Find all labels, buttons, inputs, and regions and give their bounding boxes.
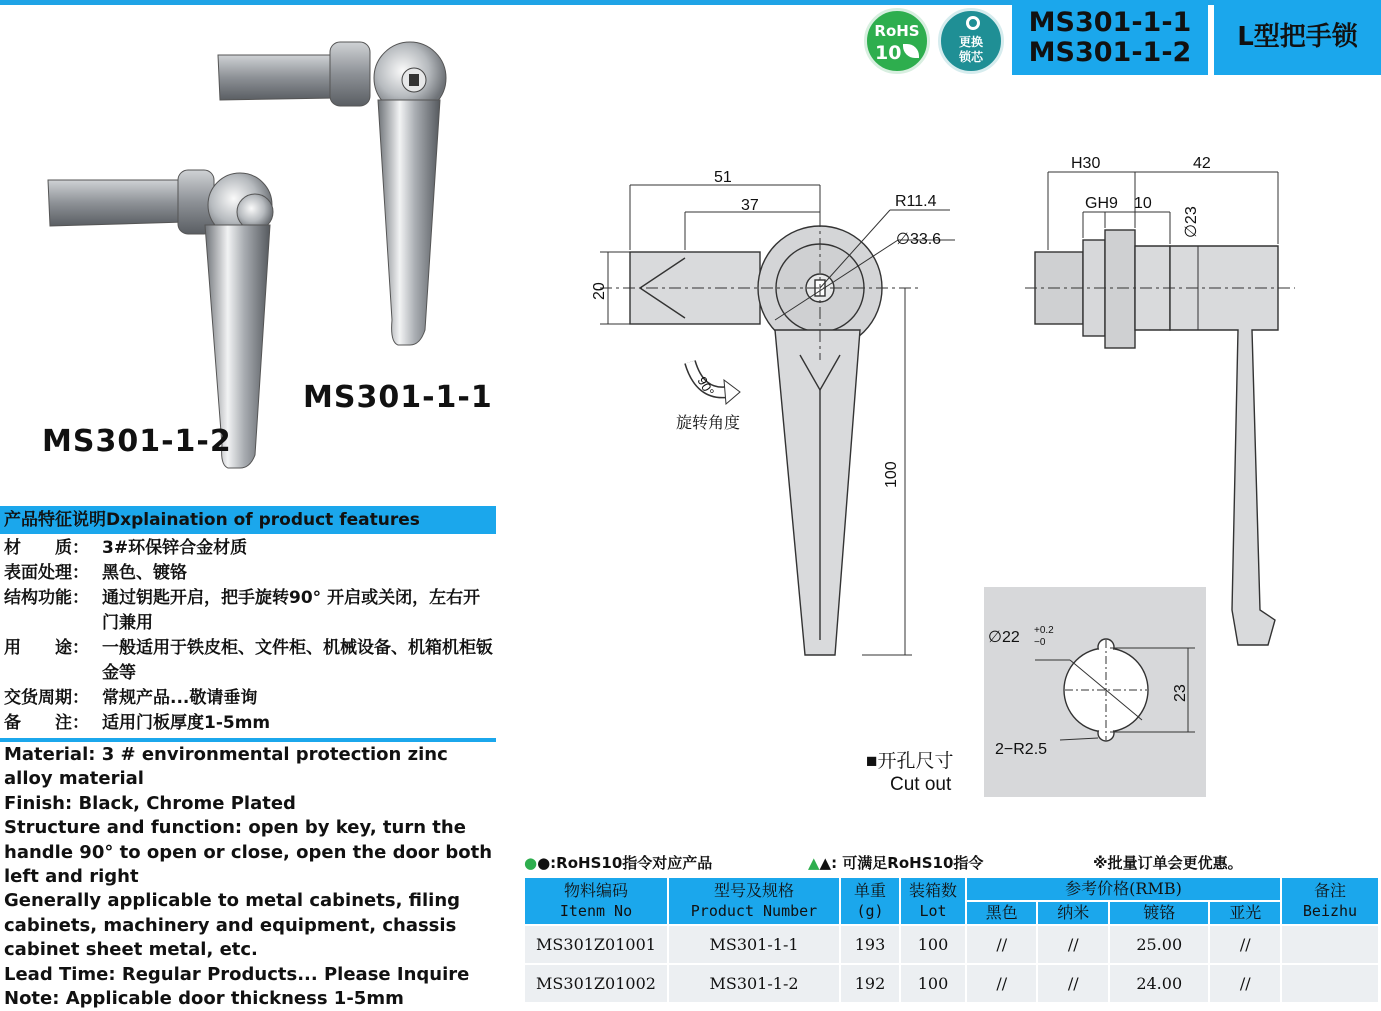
dim-d33-6: ∅33.6 bbox=[896, 231, 942, 248]
cell-black: // bbox=[966, 925, 1037, 964]
cell-black: // bbox=[966, 964, 1037, 1003]
col-reference-price: 参考价格(RMB) bbox=[966, 877, 1281, 901]
cell-weight: 192 bbox=[840, 964, 900, 1003]
cell-matte: // bbox=[1209, 925, 1281, 964]
dim-r11-4: R11.4 bbox=[895, 193, 937, 210]
legend-bulk-discount: ※批量订单会更优惠。 bbox=[1093, 854, 1243, 872]
cell-note bbox=[1281, 964, 1379, 1003]
photo-label-ms301-1-1: MS301-1-1 bbox=[303, 380, 493, 415]
col-matte: 亚光 bbox=[1209, 901, 1281, 925]
front-view bbox=[630, 226, 882, 655]
feature-cn-usage: 用 途： 一般适用于铁皮柜、文件柜、机械设备、机箱机柜钣金等 bbox=[4, 638, 493, 683]
feature-en-material: Material: 3 # environmental protection zinc alloy material bbox=[4, 744, 448, 790]
legend-rohs-meet: ▲▲: 可满足RoHS10指令 bbox=[808, 854, 984, 872]
dim-37: 37 bbox=[741, 197, 759, 214]
cell-nano: // bbox=[1037, 925, 1108, 964]
key-icon bbox=[966, 16, 980, 30]
feature-cn-structure: 结构功能： 通过钥匙开启，把手旋转90° 开启或关闭，左右开门兼用 bbox=[4, 588, 481, 633]
col-black: 黑色 bbox=[966, 901, 1037, 925]
model-code-1: MS301-1-1 bbox=[1028, 7, 1192, 38]
cutout-title-en: Cut out bbox=[890, 774, 952, 795]
dim-gh9: GH9 bbox=[1085, 195, 1118, 212]
cell-lot: 100 bbox=[900, 964, 966, 1003]
cutout-dim-r2-5: 2−R2.5 bbox=[995, 741, 1048, 758]
features-cn-list bbox=[4, 536, 494, 736]
feature-en-usage: Generally applicable to metal cabinets, filing cabinets, machinery and equipment, chassis cabinet sheet metal, etc. bbox=[4, 890, 461, 961]
cell-item: MS301Z01001 bbox=[524, 925, 668, 964]
table-row bbox=[524, 964, 1379, 1003]
feature-cn-leadtime: 交货周期： 常规产品...敬请垂询 bbox=[4, 688, 258, 708]
feature-en-finish: Finish: Black, Chrome Plated bbox=[4, 792, 296, 814]
rohs-badge-number: 10 bbox=[875, 42, 902, 64]
replace-core-text: 更换 锁芯 bbox=[958, 35, 983, 64]
cell-chrome: 24.00 bbox=[1109, 964, 1210, 1003]
dim-10: 10 bbox=[1134, 195, 1152, 212]
features-title: 产品特征说明Dxplaination of product features bbox=[0, 506, 496, 534]
photo-label-ms301-1-2: MS301-1-2 bbox=[42, 424, 232, 459]
col-nano: 纳米 bbox=[1037, 901, 1108, 925]
cell-weight: 193 bbox=[840, 925, 900, 964]
leaf-icon bbox=[903, 44, 919, 58]
dim-42: 42 bbox=[1193, 155, 1211, 172]
table-row bbox=[524, 925, 1379, 964]
cell-nano: // bbox=[1037, 964, 1108, 1003]
model-code-2: MS301-1-2 bbox=[1028, 37, 1192, 68]
dim-51: 51 bbox=[714, 169, 732, 186]
cell-note bbox=[1281, 925, 1379, 964]
replace-core-badge bbox=[938, 8, 1004, 74]
col-lot: 装箱数 Lot bbox=[900, 877, 966, 925]
rohs-badge-text: RoHS bbox=[874, 22, 920, 40]
rohs-badge bbox=[864, 8, 930, 74]
col-note: 备注 Beizhu bbox=[1281, 877, 1379, 925]
dim-20: 20 bbox=[591, 282, 608, 300]
cell-item: MS301Z01002 bbox=[524, 964, 668, 1003]
dim-100: 100 bbox=[883, 461, 900, 488]
cell-product: MS301-1-1 bbox=[668, 925, 840, 964]
feature-en-note: Note: Applicable door thickness 1-5mm bbox=[4, 988, 404, 1010]
features-en-list bbox=[4, 743, 494, 1011]
cutout-title-cn: ■开孔尺寸 bbox=[866, 751, 954, 772]
cell-lot: 100 bbox=[900, 925, 966, 964]
legend-rohs-product: ●●:RoHS10指令对应产品 bbox=[524, 854, 713, 872]
price-table bbox=[523, 876, 1380, 1004]
feature-en-leadtime: Lead Time: Regular Products... Please Inquire bbox=[4, 963, 470, 985]
cell-product: MS301-1-2 bbox=[668, 964, 840, 1003]
feature-cn-finish: 表面处理： 黑色、镀铬 bbox=[4, 563, 187, 583]
col-product-number: 型号及规格 Product Number bbox=[668, 877, 840, 925]
cell-chrome: 25.00 bbox=[1109, 925, 1210, 964]
col-item-no: 物料编码 Itenm No bbox=[524, 877, 668, 925]
feature-cn-note: 备 注： 适用门板厚度1-5mm bbox=[4, 713, 271, 733]
col-weight: 单重 (g) bbox=[840, 877, 900, 925]
dim-h30: H30 bbox=[1071, 155, 1101, 172]
side-view bbox=[1035, 230, 1278, 645]
cutout-tolerance-minus: −0 bbox=[1034, 637, 1046, 648]
cell-matte: // bbox=[1209, 964, 1281, 1003]
rotation-angle-label: 旋转角度 bbox=[676, 415, 741, 432]
model-code-box bbox=[1012, 0, 1208, 75]
cutout-d22: ∅22 bbox=[988, 629, 1020, 646]
features-separator bbox=[0, 738, 496, 742]
product-name: L型把手锁 bbox=[1214, 0, 1381, 75]
rotation-angle-value: 90° bbox=[694, 374, 718, 399]
technical-drawing bbox=[560, 140, 1380, 795]
cutout-tolerance-plus: +0.2 bbox=[1034, 625, 1054, 636]
feature-en-structure: Structure and function: open by key, turn the handle 90° to open or close, open the door both left and right bbox=[4, 817, 493, 888]
dim-d23: ∅23 bbox=[1183, 206, 1200, 238]
col-chrome: 镀铬 bbox=[1109, 901, 1210, 925]
cutout-dim-23: 23 bbox=[1172, 684, 1189, 702]
feature-cn-material: 材 质： 3#环保锌合金材质 bbox=[4, 538, 248, 558]
